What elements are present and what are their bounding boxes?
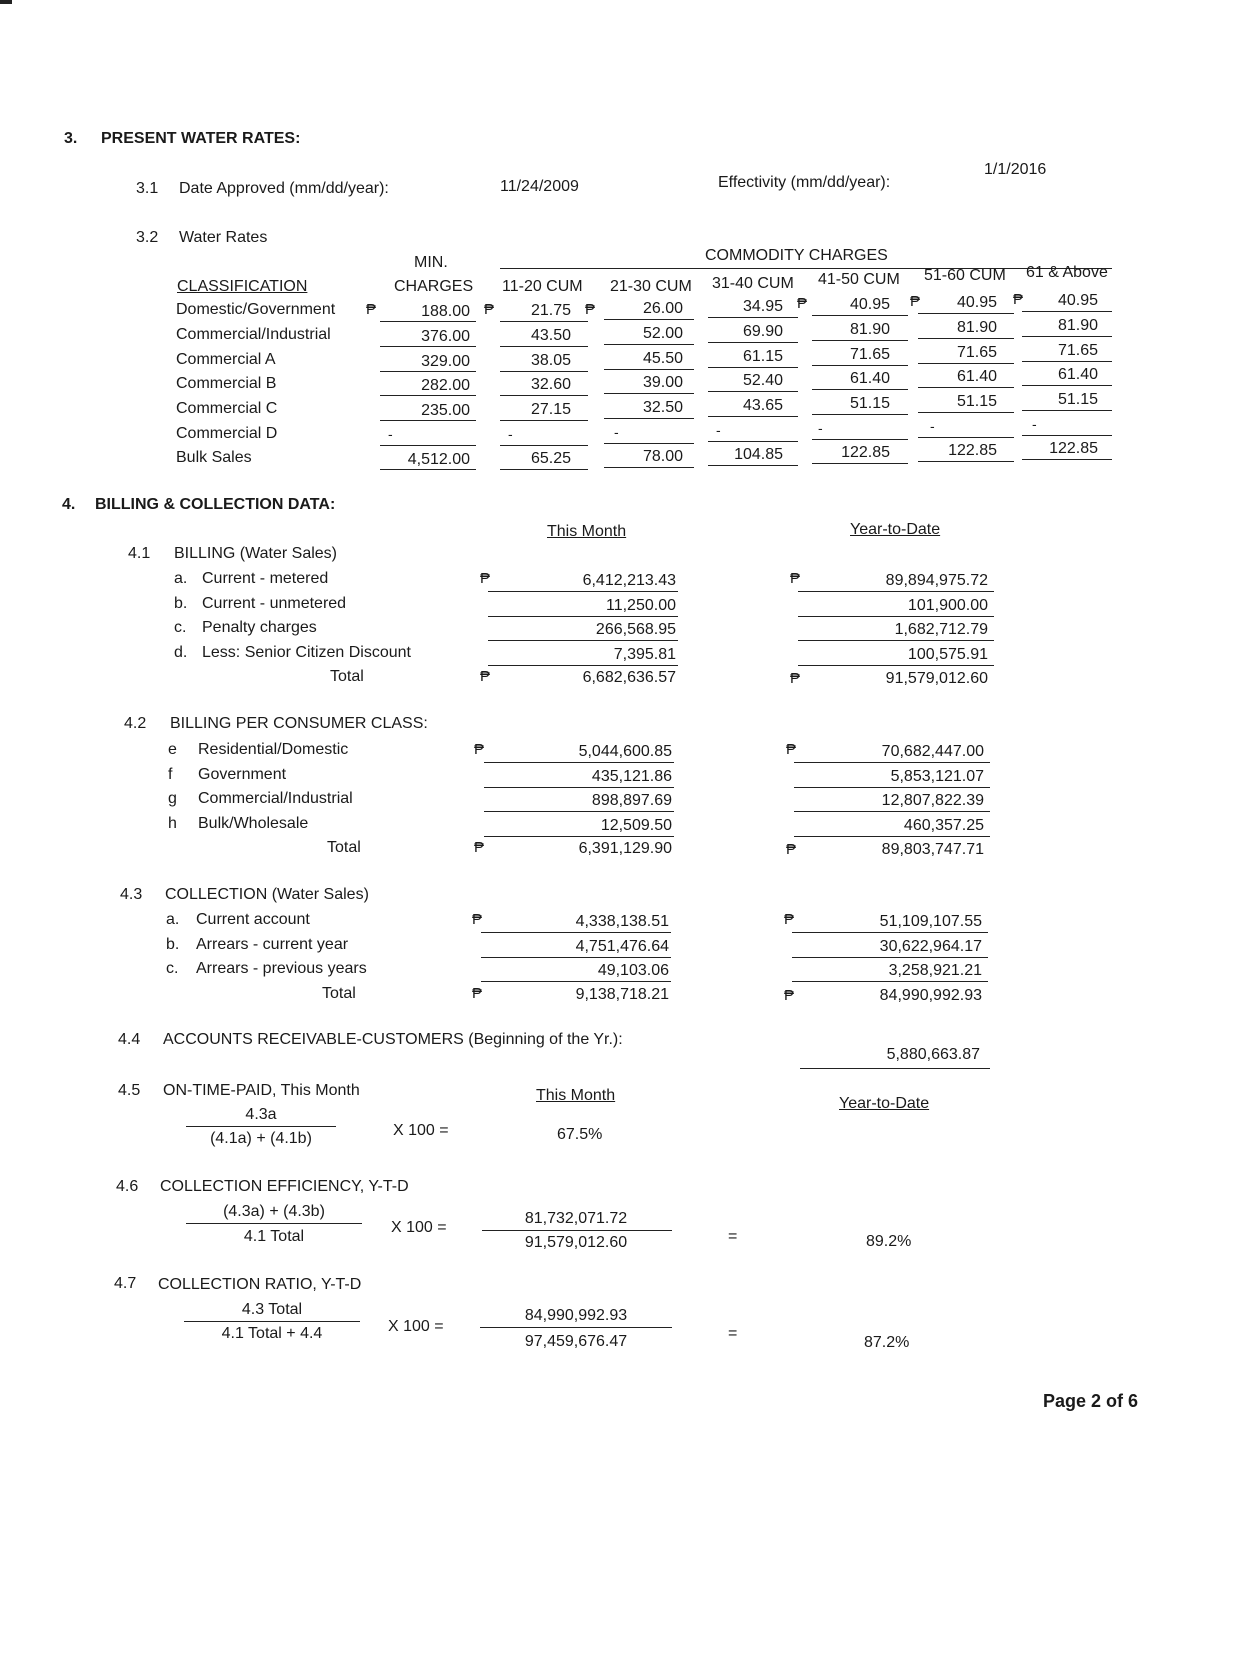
line-item-label: Commercial/Industrial — [198, 790, 353, 807]
rate-cell-underline — [1022, 385, 1112, 386]
year-to-date-value: 51,109,107.55 — [879, 913, 982, 930]
year-to-date-underline — [792, 957, 988, 958]
collection-total-this-month: 9,138,718.21 — [575, 986, 669, 1003]
this-month-underline — [484, 762, 674, 763]
rate-commodity-cell: 51.15 — [956, 393, 997, 410]
rate-commodity-cell: 21.75 — [530, 302, 571, 319]
rate-commodity-cell: 122.85 — [948, 442, 997, 459]
rate-row-label: Commercial B — [176, 375, 277, 392]
rate-cell-underline — [380, 346, 476, 347]
rate-column-header: 11-20 CUM — [502, 278, 583, 295]
rate-commodity-cell: 34.95 — [742, 298, 783, 315]
rate-cell-underline — [708, 317, 798, 318]
rate-cell-underline — [500, 445, 588, 446]
line-item-letter: b. — [174, 595, 188, 612]
rate-commodity-cell: - — [818, 420, 823, 436]
rate-commodity-cell: 27.15 — [530, 401, 571, 418]
rate-cell-underline — [918, 363, 1014, 364]
rate-commodity-cell: 81.90 — [1057, 317, 1098, 334]
rate-cell-underline — [380, 321, 476, 322]
commodity-header-rule — [500, 268, 1112, 269]
this-month-underline — [484, 787, 674, 788]
rate-row-label: Commercial A — [176, 351, 276, 368]
year-to-date-underline — [794, 762, 990, 763]
commodity-charges-header: COMMODITY CHARGES — [705, 247, 888, 264]
rate-commodity-cell: - — [614, 424, 619, 440]
ontime-label: ON-TIME-PAID, This Month — [163, 1082, 360, 1099]
rate-cell-underline — [380, 445, 476, 446]
ontime-value: 67.5% — [557, 1126, 603, 1143]
ratio-fraction-bar — [184, 1321, 360, 1322]
ratio-value-numerator: 84,990,992.93 — [524, 1307, 628, 1324]
this-month-value: 11,250.00 — [606, 597, 676, 614]
rate-column-header: 41-50 CUM — [818, 271, 900, 288]
rate-commodity-cell: 122.85 — [1049, 440, 1098, 457]
per_class-total-year-to-date: 89,803,747.71 — [881, 841, 984, 858]
collection-total-label: Total — [322, 985, 356, 1002]
rate-min-charge-cell: 329.00 — [421, 353, 470, 370]
rate-commodity-cell: 81.90 — [956, 319, 997, 336]
min-header: MIN. — [414, 254, 448, 271]
rate-row-label: Commercial C — [176, 400, 278, 417]
section-4-title: BILLING & COLLECTION DATA: — [95, 496, 336, 513]
date-approved-number: 3.1 — [136, 180, 159, 197]
ontime-numerator: 4.3a — [245, 1106, 277, 1123]
rate-cell-underline — [812, 315, 908, 316]
this-month-underline — [488, 616, 678, 617]
rate-column-header: 61 & Above — [1026, 264, 1108, 281]
rate-cell-underline — [708, 391, 798, 392]
rate-cell-underline — [604, 393, 694, 394]
line-item-label: Current - metered — [202, 570, 329, 587]
date-approved-label: Date Approved (mm/dd/year): — [179, 180, 389, 197]
rate-cell-underline — [1022, 459, 1112, 460]
this-month-underline — [481, 957, 671, 958]
billing-number: 4.1 — [128, 545, 151, 562]
peso-sign: ₱ — [366, 301, 377, 318]
line-item-label: Current - unmetered — [202, 595, 347, 612]
billing-total-year-to-date: 91,579,012.60 — [885, 670, 988, 687]
this-month-underline — [488, 665, 678, 666]
collection-title: COLLECTION (Water Sales) — [165, 886, 369, 903]
year-to-date-value: 1,682,712.79 — [894, 621, 988, 638]
rate-cell-underline — [604, 319, 694, 320]
rate-cell-underline — [500, 346, 588, 347]
efficiency-number: 4.6 — [116, 1178, 139, 1195]
rate-cell-underline — [500, 371, 588, 372]
line-item-letter: h — [168, 815, 177, 832]
peso-sign: ₱ — [484, 301, 495, 318]
rate-commodity-cell: - — [930, 418, 935, 434]
ratio-value-bar — [480, 1327, 672, 1328]
rate-cell-underline — [604, 443, 694, 444]
per_class-total-label: Total — [327, 839, 361, 856]
rate-cell-underline — [500, 469, 588, 470]
this-month-underline — [484, 811, 674, 812]
rate-commodity-cell: 45.50 — [642, 350, 683, 367]
rate-commodity-cell: 40.95 — [956, 294, 997, 311]
year-to-date-underline — [794, 836, 990, 837]
this-month-value: 435,121.86 — [591, 768, 672, 785]
year-to-date-value: 100,575.91 — [907, 646, 988, 663]
this-month-underline — [488, 640, 678, 641]
ontime-x100: X 100 = — [393, 1122, 449, 1139]
year-to-date-underline — [794, 811, 990, 812]
ar-number: 4.4 — [118, 1031, 141, 1048]
rate-cell-underline — [918, 387, 1014, 388]
this-month-value: 7,395.81 — [613, 646, 676, 663]
rate-commodity-cell: 32.60 — [530, 376, 571, 393]
water-rates-label: Water Rates — [179, 229, 268, 246]
year-to-date-underline — [792, 932, 988, 933]
this-month-value: 49,103.06 — [597, 962, 669, 979]
billing-total-this-month: 6,682,636.57 — [582, 669, 676, 686]
year-to-date-underline — [792, 981, 988, 982]
peso-sign: ₱ — [784, 911, 795, 928]
peso-sign: ₱ — [585, 301, 596, 318]
line-item-letter: d. — [174, 644, 188, 661]
ratio-equals: = — [728, 1325, 738, 1342]
this-month-value: 12,509.50 — [600, 817, 672, 834]
ratio-value: 87.2% — [864, 1334, 910, 1351]
peso-sign: ₱ — [474, 839, 485, 856]
per_class-title: BILLING PER CONSUMER CLASS: — [170, 715, 428, 732]
ar-value: 5,880,663.87 — [886, 1046, 980, 1063]
year-to-date-underline — [798, 616, 994, 617]
efficiency-value-numerator: 81,732,071.72 — [524, 1210, 628, 1227]
year-to-date-value: 30,622,964.17 — [879, 938, 982, 955]
rate-cell-underline — [918, 461, 1014, 462]
line-item-label: Residential/Domestic — [198, 741, 349, 758]
effectivity-label: Effectivity (mm/dd/year): — [718, 174, 891, 191]
efficiency-numerator: (4.3a) + (4.3b) — [223, 1203, 325, 1220]
rate-min-charge-cell: 188.00 — [421, 303, 470, 320]
ratio-value-denominator: 97,459,676.47 — [524, 1333, 628, 1350]
effectivity-value: 1/1/2016 — [984, 161, 1047, 178]
ontime-denominator: (4.1a) + (4.1b) — [210, 1130, 312, 1147]
ratio-denominator: 4.1 Total + 4.4 — [221, 1325, 323, 1342]
rate-cell-underline — [1022, 336, 1112, 337]
year-to-date-underline — [798, 640, 994, 641]
rate-cell-underline — [500, 395, 588, 396]
rate-cell-underline — [708, 416, 798, 417]
efficiency-value-denominator: 91,579,012.60 — [524, 1234, 628, 1251]
ratio-label: COLLECTION RATIO, Y-T-D — [158, 1276, 362, 1293]
efficiency-value-bar — [482, 1230, 672, 1231]
year-to-date-value: 70,682,447.00 — [881, 743, 984, 760]
ratio-numerator: 4.3 Total — [241, 1301, 303, 1318]
peso-sign: ₱ — [784, 987, 795, 1004]
rate-cell-underline — [1022, 435, 1112, 436]
this-month-value: 4,751,476.64 — [575, 938, 669, 955]
section-4-number: 4. — [62, 496, 76, 513]
line-item-letter: f — [168, 766, 173, 783]
rate-cell-underline — [812, 463, 908, 464]
rate-commodity-cell: 71.65 — [956, 344, 997, 361]
line-item-label: Less: Senior Citizen Discount — [202, 644, 411, 661]
rate-min-charge-cell: - — [388, 426, 393, 442]
rate-cell-underline — [604, 467, 694, 468]
ontime-fraction-bar — [186, 1126, 336, 1127]
rate-row-label: Commercial D — [176, 425, 278, 442]
rate-cell-underline — [1022, 311, 1112, 312]
rate-cell-underline — [604, 344, 694, 345]
rate-cell-underline — [918, 437, 1014, 438]
rate-cell-underline — [1022, 410, 1112, 411]
ratio-x100: X 100 = — [388, 1318, 444, 1335]
rate-commodity-cell: 122.85 — [841, 444, 890, 461]
rate-cell-underline — [1022, 361, 1112, 362]
ar-label: ACCOUNTS RECEIVABLE-CUSTOMERS (Beginning of the Yr.): — [163, 1031, 623, 1048]
billing-title: BILLING (Water Sales) — [174, 545, 338, 562]
rate-commodity-cell: 71.65 — [1057, 342, 1098, 359]
rate-cell-underline — [918, 338, 1014, 339]
rate-commodity-cell: 61.40 — [1057, 366, 1098, 383]
this-month-header: This Month — [547, 523, 627, 540]
rate-commodity-cell: 26.00 — [642, 300, 683, 317]
collection-number: 4.3 — [120, 886, 143, 903]
rate-cell-underline — [500, 420, 588, 421]
rate-commodity-cell: 69.90 — [742, 323, 783, 340]
efficiency-x100: X 100 = — [391, 1219, 447, 1236]
section-3-title: PRESENT WATER RATES: — [101, 130, 301, 147]
rate-column-header: 51-60 CUM — [924, 267, 1006, 284]
year-to-date-underline — [798, 591, 994, 592]
rate-commodity-cell: 61.40 — [849, 370, 890, 387]
peso-sign: ₱ — [790, 670, 801, 687]
rate-row-label: Commercial/Industrial — [176, 326, 331, 343]
per_class-number: 4.2 — [124, 715, 147, 732]
year-to-date-value: 460,357.25 — [903, 817, 984, 834]
classification-header: CLASSIFICATION — [177, 278, 308, 295]
efficiency-equals: = — [728, 1228, 738, 1245]
line-item-label: Bulk/Wholesale — [198, 815, 309, 832]
rate-commodity-cell: 51.15 — [849, 395, 890, 412]
rate-commodity-cell: 61.15 — [742, 348, 783, 365]
page-number: Page 2 of 6 — [1043, 1391, 1139, 1411]
this-month-underline — [481, 932, 671, 933]
ontime-number: 4.5 — [118, 1082, 141, 1099]
rate-cell-underline — [500, 321, 588, 322]
rate-commodity-cell: 32.50 — [642, 399, 683, 416]
rate-commodity-cell: 78.00 — [642, 448, 683, 465]
this-month-value: 5,044,600.85 — [578, 743, 672, 760]
line-item-label: Arrears - previous years — [196, 960, 367, 977]
rate-row-label: Bulk Sales — [176, 449, 252, 466]
rate-cell-underline — [380, 420, 476, 421]
scan-edge-mark — [0, 0, 12, 4]
ar-underline — [800, 1068, 990, 1069]
peso-sign: ₱ — [472, 985, 483, 1002]
billing-total-label: Total — [330, 668, 364, 685]
rate-cell-underline — [380, 469, 476, 470]
line-item-label: Arrears - current year — [196, 936, 349, 953]
peso-sign: ₱ — [786, 741, 797, 758]
rate-commodity-cell: 43.50 — [530, 327, 571, 344]
rate-cell-underline — [918, 313, 1014, 314]
line-item-label: Current account — [196, 911, 310, 928]
collection-total-year-to-date: 84,990,992.93 — [879, 987, 982, 1004]
rate-commodity-cell: 71.65 — [849, 346, 890, 363]
rate-cell-underline — [918, 412, 1014, 413]
rate-commodity-cell: 40.95 — [1057, 292, 1098, 309]
peso-sign: ₱ — [474, 741, 485, 758]
line-item-letter: b. — [166, 936, 180, 953]
ratio-number: 4.7 — [114, 1275, 137, 1292]
year-to-date-value: 5,853,121.07 — [890, 768, 984, 785]
rate-commodity-cell: 52.00 — [642, 325, 683, 342]
rate-cell-underline — [812, 389, 908, 390]
year-to-date-underline — [794, 787, 990, 788]
rate-commodity-cell: 81.90 — [849, 321, 890, 338]
water-rates-number: 3.2 — [136, 229, 159, 246]
year-to-date-header: Year-to-Date — [850, 521, 941, 538]
line-item-letter: c. — [174, 619, 187, 636]
rate-cell-underline — [380, 395, 476, 396]
year-to-date-value: 101,900.00 — [907, 597, 988, 614]
rate-commodity-cell: - — [1032, 416, 1037, 432]
rate-row-label: Domestic/Government — [176, 301, 336, 318]
ontime-this-month-header: This Month — [536, 1087, 616, 1104]
peso-sign: ₱ — [480, 668, 491, 685]
line-item-letter: e — [168, 741, 177, 758]
rate-cell-underline — [812, 365, 908, 366]
peso-sign: ₱ — [786, 841, 797, 858]
this-month-value: 6,412,213.43 — [582, 572, 676, 589]
efficiency-fraction-bar — [186, 1223, 362, 1224]
line-item-letter: g — [168, 790, 177, 807]
year-to-date-value: 12,807,822.39 — [881, 792, 984, 809]
line-item-letter: a. — [166, 911, 180, 928]
this-month-underline — [481, 981, 671, 982]
peso-sign: ₱ — [797, 295, 808, 312]
rate-commodity-cell: - — [508, 426, 513, 442]
year-to-date-underline — [798, 665, 994, 666]
peso-sign: ₱ — [1013, 291, 1024, 308]
rate-commodity-cell: 52.40 — [742, 372, 783, 389]
this-month-underline — [484, 836, 674, 837]
line-item-label: Government — [198, 766, 287, 783]
rate-cell-underline — [708, 342, 798, 343]
rate-cell-underline — [604, 418, 694, 419]
per_class-total-this-month: 6,391,129.90 — [578, 840, 672, 857]
rate-commodity-cell: 61.40 — [956, 368, 997, 385]
rate-cell-underline — [708, 465, 798, 466]
rate-commodity-cell: 104.85 — [734, 446, 783, 463]
line-item-letter: c. — [166, 960, 179, 977]
this-month-value: 266,568.95 — [595, 621, 676, 638]
peso-sign: ₱ — [472, 911, 483, 928]
this-month-underline — [488, 591, 678, 592]
rate-cell-underline — [708, 367, 798, 368]
peso-sign: ₱ — [790, 570, 801, 587]
ontime-ytd-header: Year-to-Date — [839, 1095, 930, 1112]
peso-sign: ₱ — [480, 570, 491, 587]
rate-cell-underline — [812, 439, 908, 440]
rate-commodity-cell: 38.05 — [530, 352, 571, 369]
line-item-letter: a. — [174, 570, 188, 587]
section-3-number: 3. — [64, 130, 78, 147]
rate-commodity-cell: 43.65 — [742, 397, 783, 414]
rate-min-charge-cell: 235.00 — [421, 402, 470, 419]
efficiency-value: 89.2% — [866, 1233, 912, 1250]
rate-cell-underline — [380, 371, 476, 372]
rate-cell-underline — [604, 369, 694, 370]
efficiency-denominator: 4.1 Total — [243, 1228, 305, 1245]
this-month-value: 4,338,138.51 — [575, 913, 669, 930]
rate-min-charge-cell: 4,512.00 — [407, 451, 470, 468]
rate-commodity-cell: 40.95 — [849, 296, 890, 313]
line-item-label: Penalty charges — [202, 619, 317, 636]
rate-column-header: 31-40 CUM — [712, 275, 794, 292]
rate-cell-underline — [812, 414, 908, 415]
rate-column-header: 21-30 CUM — [610, 278, 692, 295]
rate-commodity-cell: - — [716, 422, 721, 438]
rate-min-charge-cell: 282.00 — [421, 377, 470, 394]
this-month-value: 898,897.69 — [591, 792, 672, 809]
rate-commodity-cell: 65.25 — [530, 450, 571, 467]
rate-commodity-cell: 51.15 — [1057, 391, 1098, 408]
rate-cell-underline — [708, 441, 798, 442]
date-approved-value: 11/24/2009 — [500, 178, 579, 195]
rate-commodity-cell: 39.00 — [642, 374, 683, 391]
peso-sign: ₱ — [910, 293, 921, 310]
rate-cell-underline — [812, 340, 908, 341]
rate-min-charge-cell: 376.00 — [421, 328, 470, 345]
charges-header: CHARGES — [394, 278, 474, 295]
efficiency-label: COLLECTION EFFICIENCY, Y-T-D — [160, 1178, 409, 1195]
year-to-date-value: 3,258,921.21 — [888, 962, 982, 979]
year-to-date-value: 89,894,975.72 — [885, 572, 988, 589]
